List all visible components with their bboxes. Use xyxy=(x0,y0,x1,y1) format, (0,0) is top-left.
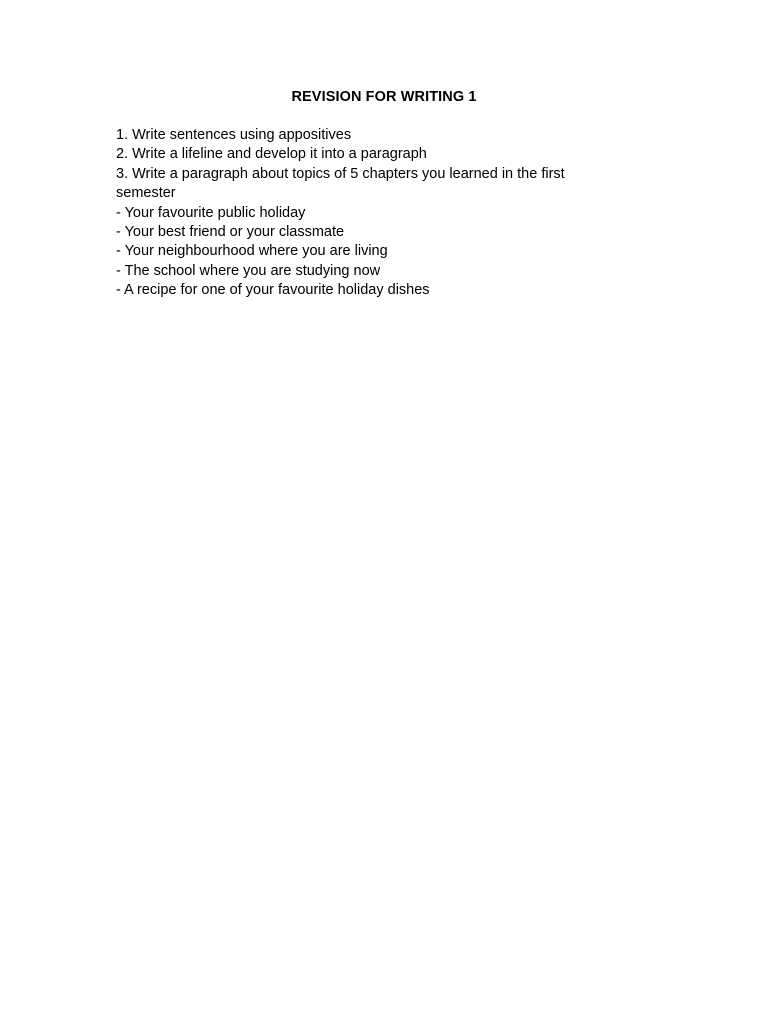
task-item-2: 2. Write a lifeline and develop it into a paragraph xyxy=(116,146,427,163)
topic-best-friend: - Your best friend or your classmate xyxy=(116,224,345,241)
document-body xyxy=(116,126,616,301)
task-item-3: 3. Write a paragraph about topics of 5 chapters you learned in the first semester xyxy=(116,165,565,202)
document-title: REVISION FOR WRITING 1 xyxy=(291,89,477,105)
task-item-1: 1. Write sentences using appositives xyxy=(116,127,352,143)
topic-school: - The school where you are studying now xyxy=(116,262,381,279)
topic-public-holiday: - Your favourite public holiday xyxy=(116,204,306,221)
topic-recipe: - A recipe for one of your favourite holiday dishes xyxy=(116,282,430,299)
topic-neighbourhood: - Your neighbourhood where you are living xyxy=(116,243,388,260)
